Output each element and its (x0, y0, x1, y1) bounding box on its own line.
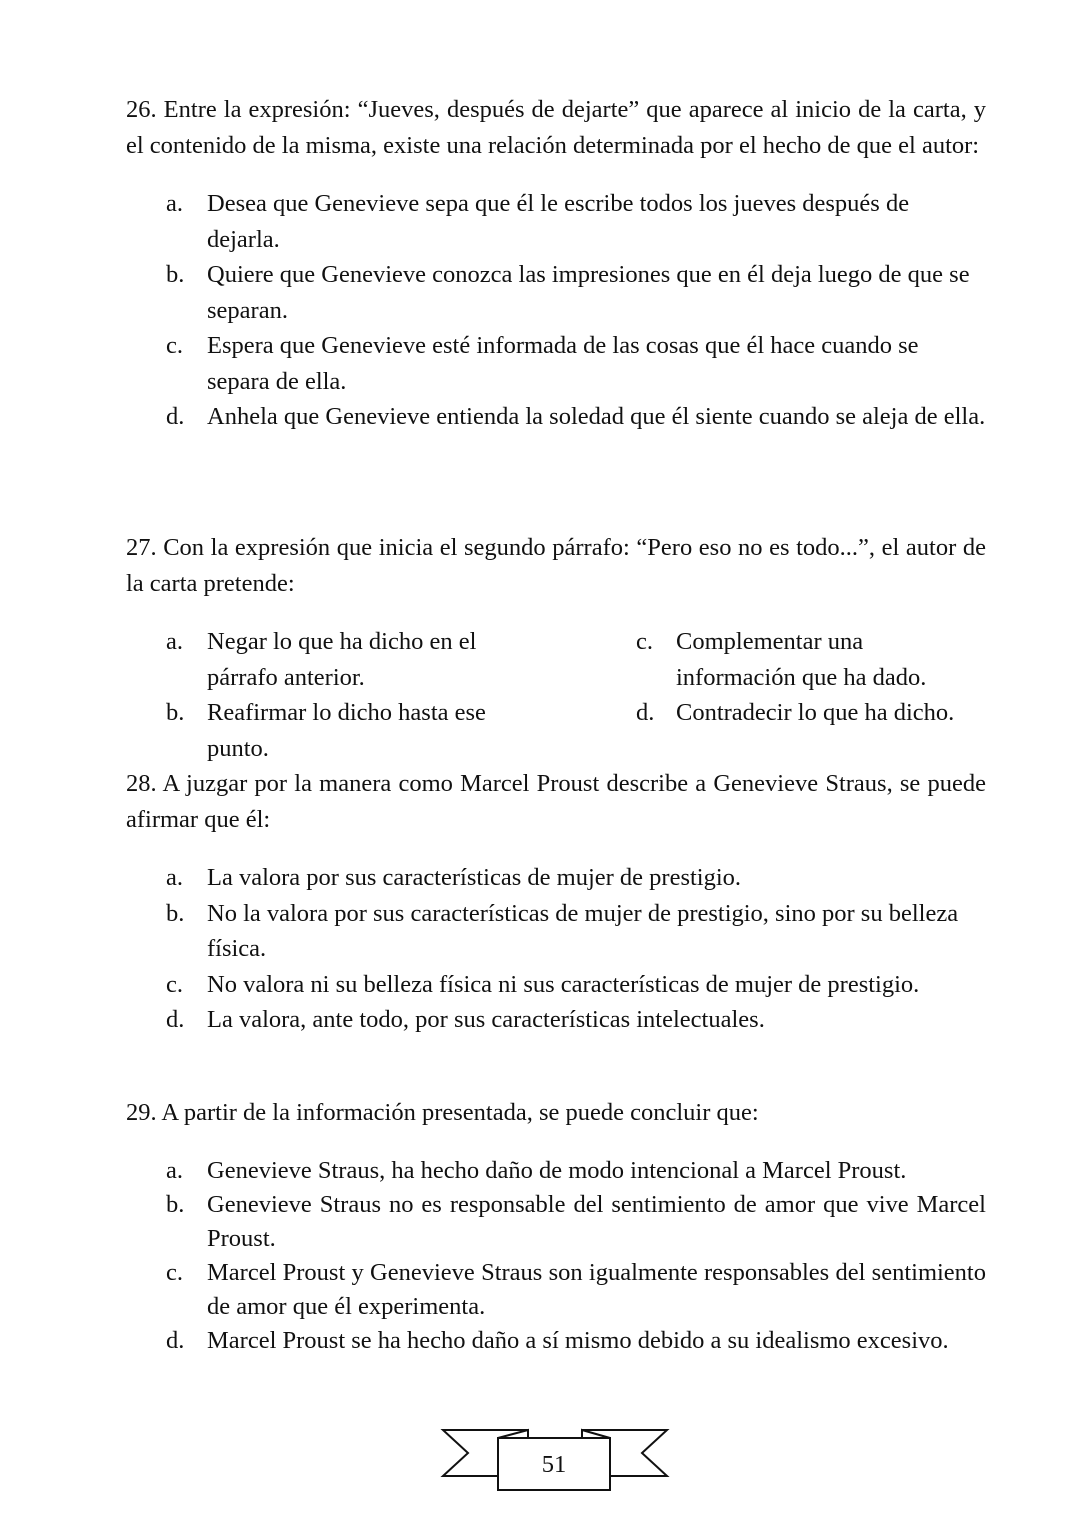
option-c (126, 1256, 986, 1324)
options-column-left (126, 624, 594, 766)
question-stem: 27. Con la expresión que inicia el segundo párrafo: “Pero eso no es todo...”, el autor de la carta pretende: (126, 534, 986, 597)
question-27 (126, 530, 986, 766)
options-grid (126, 624, 986, 766)
option-text: La valora, ante todo, por sus características intelectuales. (207, 1006, 765, 1033)
option-letter: c. (166, 332, 183, 359)
option-d (126, 399, 986, 435)
option-text: Genevieve Straus, ha hecho daño de modo intencional a Marcel Proust. (207, 1156, 907, 1184)
option-letter: a. (166, 190, 183, 217)
options-list (126, 1154, 986, 1358)
question-stem: 29. A partir de la información presentada, se puede concluir que: (126, 1099, 759, 1126)
question-26 (126, 92, 986, 435)
options-list (126, 860, 986, 1038)
question-28 (126, 766, 986, 1038)
option-text: No valora ni su belleza física ni sus características de mujer de prestigio. (207, 970, 920, 998)
option-letter: b. (166, 1190, 185, 1218)
option-text: Negar lo que ha dicho en el párrafo anterior. (207, 628, 477, 691)
option-b (126, 896, 986, 967)
option-a (126, 1154, 986, 1188)
option-text: Genevieve Straus no es responsable del sentimiento de amor que vive Marcel Proust. (207, 1190, 986, 1252)
page-number: 51 (541, 1451, 567, 1478)
option-letter: d. (166, 1006, 185, 1033)
option-text: Complementar una información que ha dado. (676, 628, 927, 691)
option-letter: b. (166, 261, 185, 288)
option-d (126, 1324, 986, 1358)
options-column-right (594, 624, 986, 766)
options-list (126, 186, 986, 435)
option-b (126, 695, 594, 766)
option-letter: c. (636, 628, 653, 655)
option-letter: b. (166, 899, 185, 927)
option-letter: d. (166, 1326, 185, 1354)
option-text: Contradecir lo que ha dicho. (676, 699, 955, 726)
option-a (126, 186, 986, 257)
option-text: Espera que Genevieve esté informada de las cosas que él hace cuando se separa de ella. (207, 332, 919, 395)
option-c (126, 328, 986, 399)
option-a (126, 860, 986, 896)
question-stem: 28. A juzgar por la manera como Marcel Proust describe a Genevieve Straus, se puede afirmar que él: (126, 770, 986, 833)
option-c (594, 624, 986, 695)
option-text: La valora por sus características de mujer de prestigio. (207, 864, 742, 891)
option-text: No la valora por sus características de mujer de prestigio, sino por su belleza física. (207, 899, 959, 962)
option-letter: c. (166, 1258, 183, 1286)
page-footer (0, 1418, 1080, 1498)
option-letter: c. (166, 970, 183, 998)
option-letter: a. (166, 864, 183, 891)
option-text: Anhela que Genevieve entienda la soledad que él siente cuando se aleja de ella. (207, 403, 986, 430)
option-letter: a. (166, 1156, 183, 1184)
option-b (126, 257, 986, 328)
option-d (126, 1002, 986, 1038)
option-a (126, 624, 594, 695)
option-text: Desea que Genevieve sepa que él le escribe todos los jueves después de dejarla. (207, 190, 910, 253)
option-letter: d. (636, 699, 655, 726)
option-letter: b. (166, 699, 185, 726)
option-letter: a. (166, 628, 183, 655)
option-d (594, 695, 986, 731)
question-29 (126, 1095, 986, 1358)
option-text: Quiere que Genevieve conozca las impresiones que en él deja luego de que se separan. (207, 261, 970, 324)
option-letter: d. (166, 403, 185, 430)
option-text: Marcel Proust se ha hecho daño a sí mismo debido a su idealismo excesivo. (207, 1326, 949, 1354)
question-stem: 26. Entre la expresión: “Jueves, después de dejarte” que aparece al inicio de la carta, y el contenido de la misma, existe una relación determinada por el hecho de que el autor: (126, 96, 986, 159)
option-text: Reafirmar lo dicho hasta ese punto. (207, 699, 486, 762)
option-text: Marcel Proust y Genevieve Straus son igualmente responsables del sentimiento de amor que él experimenta. (207, 1258, 986, 1320)
option-c (126, 967, 986, 1003)
option-b (126, 1188, 986, 1256)
